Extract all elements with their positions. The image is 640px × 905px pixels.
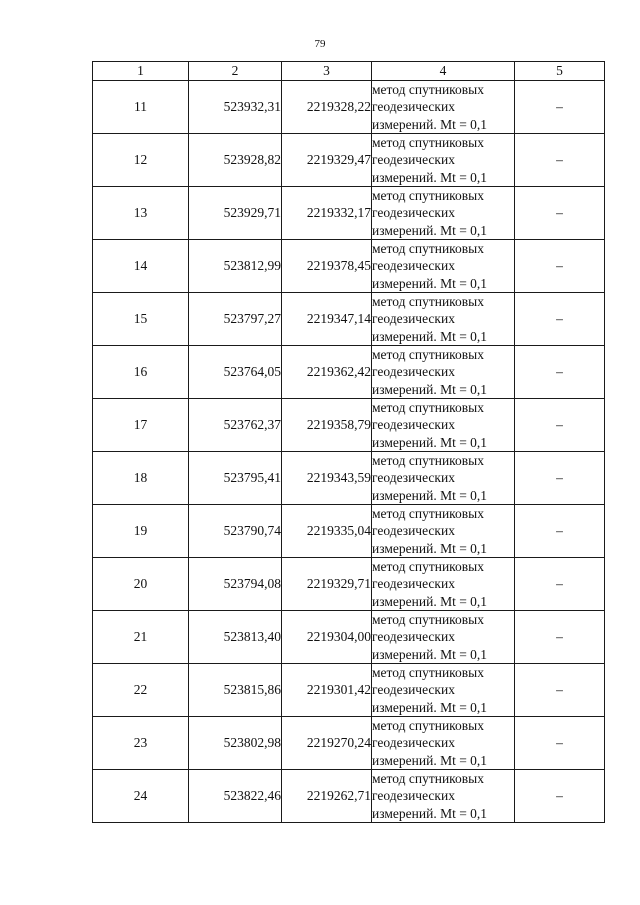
table-row bbox=[93, 187, 605, 240]
coordinate-x-cell: 523795,41 bbox=[189, 452, 282, 505]
point-number-cell: 17 bbox=[93, 399, 189, 452]
table-header-row bbox=[93, 62, 605, 81]
table-body bbox=[93, 81, 605, 823]
coordinate-y-cell: 2219329,71 bbox=[282, 558, 372, 611]
coordinate-y-cell: 2219347,14 bbox=[282, 293, 372, 346]
method-cell bbox=[372, 240, 515, 293]
method-line: геодезических bbox=[372, 470, 455, 486]
method-line: геодезических bbox=[372, 523, 455, 539]
coordinate-x-cell: 523790,74 bbox=[189, 505, 282, 558]
table-row bbox=[93, 399, 605, 452]
method-cell bbox=[372, 717, 515, 770]
method-line: метод спутниковых bbox=[372, 347, 484, 363]
method-cell bbox=[372, 770, 515, 823]
method-line: измерений. Mt = 0,1 bbox=[372, 222, 488, 238]
coordinate-x-cell: 523812,99 bbox=[189, 240, 282, 293]
method-line: измерений. Mt = 0,1 bbox=[372, 169, 488, 185]
point-number-cell: 11 bbox=[93, 81, 189, 134]
method-cell bbox=[372, 346, 515, 399]
coordinate-x-cell: 523928,82 bbox=[189, 134, 282, 187]
note-cell: – bbox=[515, 346, 605, 399]
coordinate-y-cell: 2219328,22 bbox=[282, 81, 372, 134]
note-cell: – bbox=[515, 452, 605, 505]
coordinate-y-cell: 2219270,24 bbox=[282, 717, 372, 770]
table-row bbox=[93, 717, 605, 770]
table-row bbox=[93, 611, 605, 664]
method-cell bbox=[372, 452, 515, 505]
method-line: геодезических bbox=[372, 364, 455, 380]
method-line: измерений. Mt = 0,1 bbox=[372, 540, 488, 556]
coordinate-x-cell: 523802,98 bbox=[189, 717, 282, 770]
method-line: метод спутниковых bbox=[372, 453, 484, 469]
method-cell bbox=[372, 134, 515, 187]
note-cell: – bbox=[515, 717, 605, 770]
method-line: метод спутниковых bbox=[372, 400, 484, 416]
coordinate-y-cell: 2219332,17 bbox=[282, 187, 372, 240]
method-line: метод спутниковых bbox=[372, 82, 484, 98]
method-line: измерений. Mt = 0,1 bbox=[372, 752, 488, 768]
method-line: метод спутниковых bbox=[372, 188, 484, 204]
column-header-2: 2 bbox=[189, 62, 282, 81]
table-row bbox=[93, 346, 605, 399]
method-line: геодезических bbox=[372, 682, 455, 698]
note-cell: – bbox=[515, 664, 605, 717]
coordinate-x-cell: 523797,27 bbox=[189, 293, 282, 346]
coordinate-x-cell: 523794,08 bbox=[189, 558, 282, 611]
method-line: геодезических bbox=[372, 258, 455, 274]
page-number: 79 bbox=[314, 38, 326, 50]
method-line: измерений. Mt = 0,1 bbox=[372, 116, 488, 132]
table-row bbox=[93, 81, 605, 134]
method-cell bbox=[372, 505, 515, 558]
note-cell: – bbox=[515, 611, 605, 664]
table-row bbox=[93, 505, 605, 558]
point-number-cell: 19 bbox=[93, 505, 189, 558]
method-line: измерений. Mt = 0,1 bbox=[372, 805, 488, 821]
method-line: измерений. Mt = 0,1 bbox=[372, 434, 488, 450]
point-number-cell: 20 bbox=[93, 558, 189, 611]
table-row bbox=[93, 452, 605, 505]
coordinate-y-cell: 2219304,00 bbox=[282, 611, 372, 664]
method-line: геодезических bbox=[372, 152, 455, 168]
method-line: метод спутниковых bbox=[372, 771, 484, 787]
method-cell bbox=[372, 293, 515, 346]
table-row bbox=[93, 558, 605, 611]
table-row bbox=[93, 134, 605, 187]
method-line: метод спутниковых bbox=[372, 665, 484, 681]
point-number-cell: 12 bbox=[93, 134, 189, 187]
note-cell: – bbox=[515, 399, 605, 452]
coordinate-y-cell: 2219343,59 bbox=[282, 452, 372, 505]
method-line: геодезических bbox=[372, 205, 455, 221]
method-line: геодезических bbox=[372, 788, 455, 804]
method-cell bbox=[372, 81, 515, 134]
point-number-cell: 13 bbox=[93, 187, 189, 240]
point-number-cell: 23 bbox=[93, 717, 189, 770]
coordinate-y-cell: 2219301,42 bbox=[282, 664, 372, 717]
coordinate-x-cell: 523764,05 bbox=[189, 346, 282, 399]
note-cell: – bbox=[515, 505, 605, 558]
method-cell bbox=[372, 611, 515, 664]
note-cell: – bbox=[515, 81, 605, 134]
coordinate-y-cell: 2219362,42 bbox=[282, 346, 372, 399]
table-row bbox=[93, 770, 605, 823]
method-line: геодезических bbox=[372, 629, 455, 645]
method-line: измерений. Mt = 0,1 bbox=[372, 646, 488, 662]
column-header-1: 1 bbox=[93, 62, 189, 81]
coordinate-y-cell: 2219335,04 bbox=[282, 505, 372, 558]
note-cell: – bbox=[515, 134, 605, 187]
coordinate-y-cell: 2219329,47 bbox=[282, 134, 372, 187]
table-row bbox=[93, 664, 605, 717]
table-row bbox=[93, 240, 605, 293]
note-cell: – bbox=[515, 187, 605, 240]
method-cell bbox=[372, 399, 515, 452]
column-header-4: 4 bbox=[372, 62, 515, 81]
point-number-cell: 22 bbox=[93, 664, 189, 717]
coordinate-x-cell: 523813,40 bbox=[189, 611, 282, 664]
method-line: метод спутниковых bbox=[372, 718, 484, 734]
coordinates-table bbox=[92, 61, 605, 823]
note-cell: – bbox=[515, 770, 605, 823]
point-number-cell: 21 bbox=[93, 611, 189, 664]
point-number-cell: 18 bbox=[93, 452, 189, 505]
method-line: измерений. Mt = 0,1 bbox=[372, 487, 488, 503]
point-number-cell: 14 bbox=[93, 240, 189, 293]
method-line: измерений. Mt = 0,1 bbox=[372, 699, 488, 715]
coordinate-y-cell: 2219378,45 bbox=[282, 240, 372, 293]
coordinate-y-cell: 2219262,71 bbox=[282, 770, 372, 823]
column-header-3: 3 bbox=[282, 62, 372, 81]
method-line: геодезических bbox=[372, 576, 455, 592]
column-header-5: 5 bbox=[515, 62, 605, 81]
point-number-cell: 15 bbox=[93, 293, 189, 346]
note-cell: – bbox=[515, 293, 605, 346]
method-line: геодезических bbox=[372, 735, 455, 751]
method-line: метод спутниковых bbox=[372, 612, 484, 628]
coordinate-x-cell: 523822,46 bbox=[189, 770, 282, 823]
method-line: метод спутниковых bbox=[372, 294, 484, 310]
point-number-cell: 16 bbox=[93, 346, 189, 399]
coordinate-x-cell: 523929,71 bbox=[189, 187, 282, 240]
method-cell bbox=[372, 558, 515, 611]
method-line: измерений. Mt = 0,1 bbox=[372, 275, 488, 291]
method-line: метод спутниковых bbox=[372, 135, 484, 151]
coordinate-x-cell: 523762,37 bbox=[189, 399, 282, 452]
method-cell bbox=[372, 187, 515, 240]
method-line: геодезических bbox=[372, 311, 455, 327]
method-line: метод спутниковых bbox=[372, 241, 484, 257]
method-line: геодезических bbox=[372, 99, 455, 115]
coordinate-y-cell: 2219358,79 bbox=[282, 399, 372, 452]
table-row bbox=[93, 293, 605, 346]
method-line: геодезических bbox=[372, 417, 455, 433]
method-line: метод спутниковых bbox=[372, 559, 484, 575]
point-number-cell: 24 bbox=[93, 770, 189, 823]
method-line: измерений. Mt = 0,1 bbox=[372, 328, 488, 344]
method-line: метод спутниковых bbox=[372, 506, 484, 522]
note-cell: – bbox=[515, 240, 605, 293]
note-cell: – bbox=[515, 558, 605, 611]
method-line: измерений. Mt = 0,1 bbox=[372, 593, 488, 609]
coordinate-x-cell: 523815,86 bbox=[189, 664, 282, 717]
coordinate-x-cell: 523932,31 bbox=[189, 81, 282, 134]
method-cell bbox=[372, 664, 515, 717]
method-line: измерений. Mt = 0,1 bbox=[372, 381, 488, 397]
